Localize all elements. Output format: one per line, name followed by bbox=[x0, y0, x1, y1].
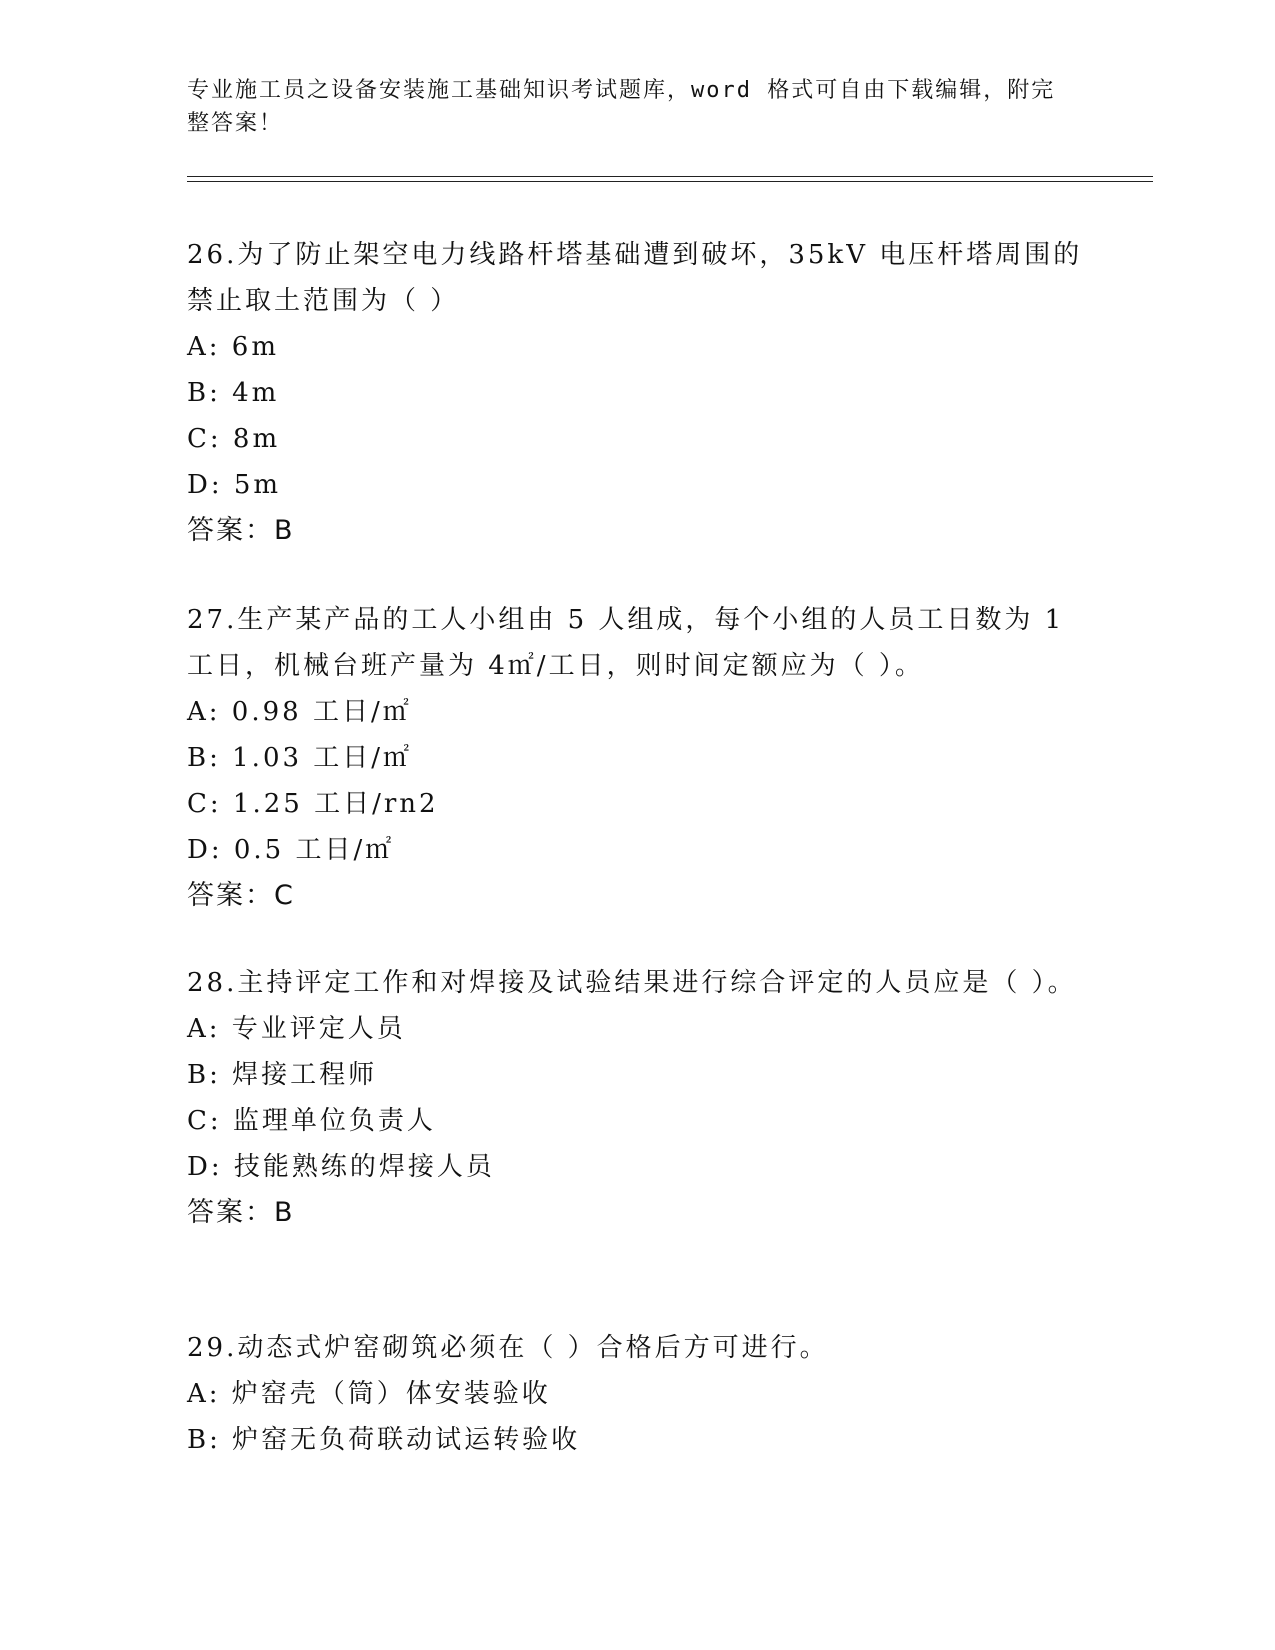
option-b: B: 焊接工程师 bbox=[187, 1060, 378, 1090]
option-c: C: 1.25 工日/rn2 bbox=[187, 789, 439, 819]
option-a: A: 炉窑壳（筒）体安装验收 bbox=[187, 1379, 551, 1409]
option-c: C: 8m bbox=[187, 424, 281, 454]
option-b: B: 1.03 工日/㎡ bbox=[187, 743, 413, 773]
option-b: B: 炉窑无负荷联动试运转验收 bbox=[187, 1425, 581, 1455]
option-a: A: 6m bbox=[187, 332, 279, 362]
question-28 bbox=[187, 960, 1087, 1236]
option-b: B: 4m bbox=[187, 378, 280, 408]
option-a: A: 专业评定人员 bbox=[187, 1014, 406, 1044]
question-27 bbox=[187, 597, 1087, 919]
question-stem: 28.主持评定工作和对焊接及试验结果进行综合评定的人员应是（ ）。 bbox=[187, 968, 1077, 998]
header-divider-top bbox=[187, 176, 1153, 177]
answer: 答案：C bbox=[187, 880, 295, 911]
question-stem: 29.动态式炉窑砌筑必须在（ ）合格后方可进行。 bbox=[187, 1333, 829, 1363]
document-header: 专业施工员之设备安装施工基础知识考试题库，word 格式可自由下载编辑，附完整答案！ bbox=[187, 78, 1056, 136]
question-stem: 26.为了防止架空电力线路杆塔基础遭到破坏，35kV 电压杆塔周围的禁止取土范围为（ ） bbox=[187, 240, 1083, 316]
option-d: D: 技能熟练的焊接人员 bbox=[187, 1152, 495, 1182]
answer: 答案：B bbox=[187, 515, 295, 546]
question-stem: 27.生产某产品的工人小组由 5 人组成，每个小组的人员工日数为 1 工日，机械台班产量为 4㎡/工日，则时间定额应为（ ）。 bbox=[187, 605, 1065, 681]
question-26 bbox=[187, 232, 1087, 554]
option-a: A: 0.98 工日/㎡ bbox=[187, 697, 412, 727]
header-divider-bottom bbox=[187, 181, 1153, 182]
option-d: D: 0.5 工日/㎡ bbox=[187, 835, 395, 865]
answer: 答案：B bbox=[187, 1197, 295, 1228]
question-29 bbox=[187, 1325, 1087, 1463]
option-c: C: 监理单位负责人 bbox=[187, 1106, 436, 1136]
option-d: D: 5m bbox=[187, 470, 282, 500]
